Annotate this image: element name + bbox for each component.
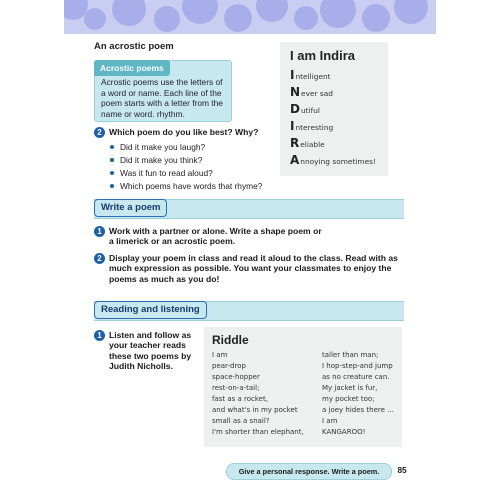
poem-line: Dutiful	[290, 102, 320, 116]
riddle-line: as no creature can.	[322, 373, 390, 381]
poem-line: Intelligent	[290, 68, 331, 82]
riddle-line: My jacket is fur,	[322, 384, 378, 392]
instruction-text: Listen and follow as your teacher reads these two poems by Judith Nicholls.	[109, 330, 192, 372]
poem-line: Interesting	[290, 119, 334, 133]
riddle-title: Riddle	[212, 333, 249, 347]
info-box-text: Acrostic poems use the letters of a word or name. Each line of the poem starts with a letter from the name or word. rhythm.	[101, 77, 223, 119]
riddle-line: I'm shorter than elephant,	[212, 428, 304, 436]
info-box-title: Acrostic poems	[94, 60, 170, 76]
list-item: Which poems have words that rhyme?	[110, 181, 262, 191]
question-number-badge: 2	[94, 127, 105, 138]
riddle-line: pear-drop	[212, 362, 246, 370]
riddle-line: rest-on-a-tail;	[212, 384, 260, 392]
riddle-line: I hop-step-and jump	[322, 362, 393, 370]
info-box	[94, 60, 232, 122]
instruction-text: Display your poem in class and read it aloud to the class. Read with as much expression as possible. You want your classmates to enjoy the poems as much as you do!	[109, 253, 398, 284]
list-item: Was it fun to read aloud?	[110, 168, 213, 178]
poem-line: Never sad	[290, 85, 333, 99]
header-banner	[64, 0, 436, 34]
list-item: Did it make you think?	[110, 155, 202, 165]
riddle-line: small as a snail?	[212, 417, 270, 425]
riddle-line: taller than man;	[322, 351, 379, 359]
acrostic-poem-box	[280, 42, 388, 176]
item-number-badge: 1	[94, 226, 105, 237]
poem-line: Annoying sometimes!	[290, 153, 376, 167]
riddle-line: my pocket too;	[322, 395, 375, 403]
item-number-badge: 1	[94, 330, 105, 341]
poem-title: I am Indira	[290, 48, 356, 63]
footer-objective: Give a personal response. Write a poem.	[226, 463, 392, 480]
page-number: 85	[397, 466, 407, 475]
riddle-box	[204, 327, 402, 447]
riddle-line: and what's in my pocket	[212, 406, 298, 414]
riddle-line: I am	[212, 351, 228, 359]
riddle-line: KANGAROO!	[322, 428, 366, 436]
instruction-text: Work with a partner or alone. Write a shape poem or a limerick or an acrostic poem.	[109, 226, 322, 247]
riddle-line: space-hopper	[212, 373, 260, 381]
riddle-line: I am	[322, 417, 338, 425]
reading-section-title: Reading and listening	[94, 301, 207, 319]
poem-line: Reliable	[290, 136, 325, 150]
riddle-line: fast as a rocket,	[212, 395, 268, 403]
riddle-line: a joey hides there ...	[322, 406, 394, 414]
list-item: Did it make you laugh?	[110, 142, 205, 152]
item-number-badge: 2	[94, 253, 105, 264]
section-title: An acrostic poem	[94, 41, 174, 52]
question-text: Which poem do you like best? Why?	[109, 127, 259, 137]
write-section-title: Write a poem	[94, 199, 167, 217]
